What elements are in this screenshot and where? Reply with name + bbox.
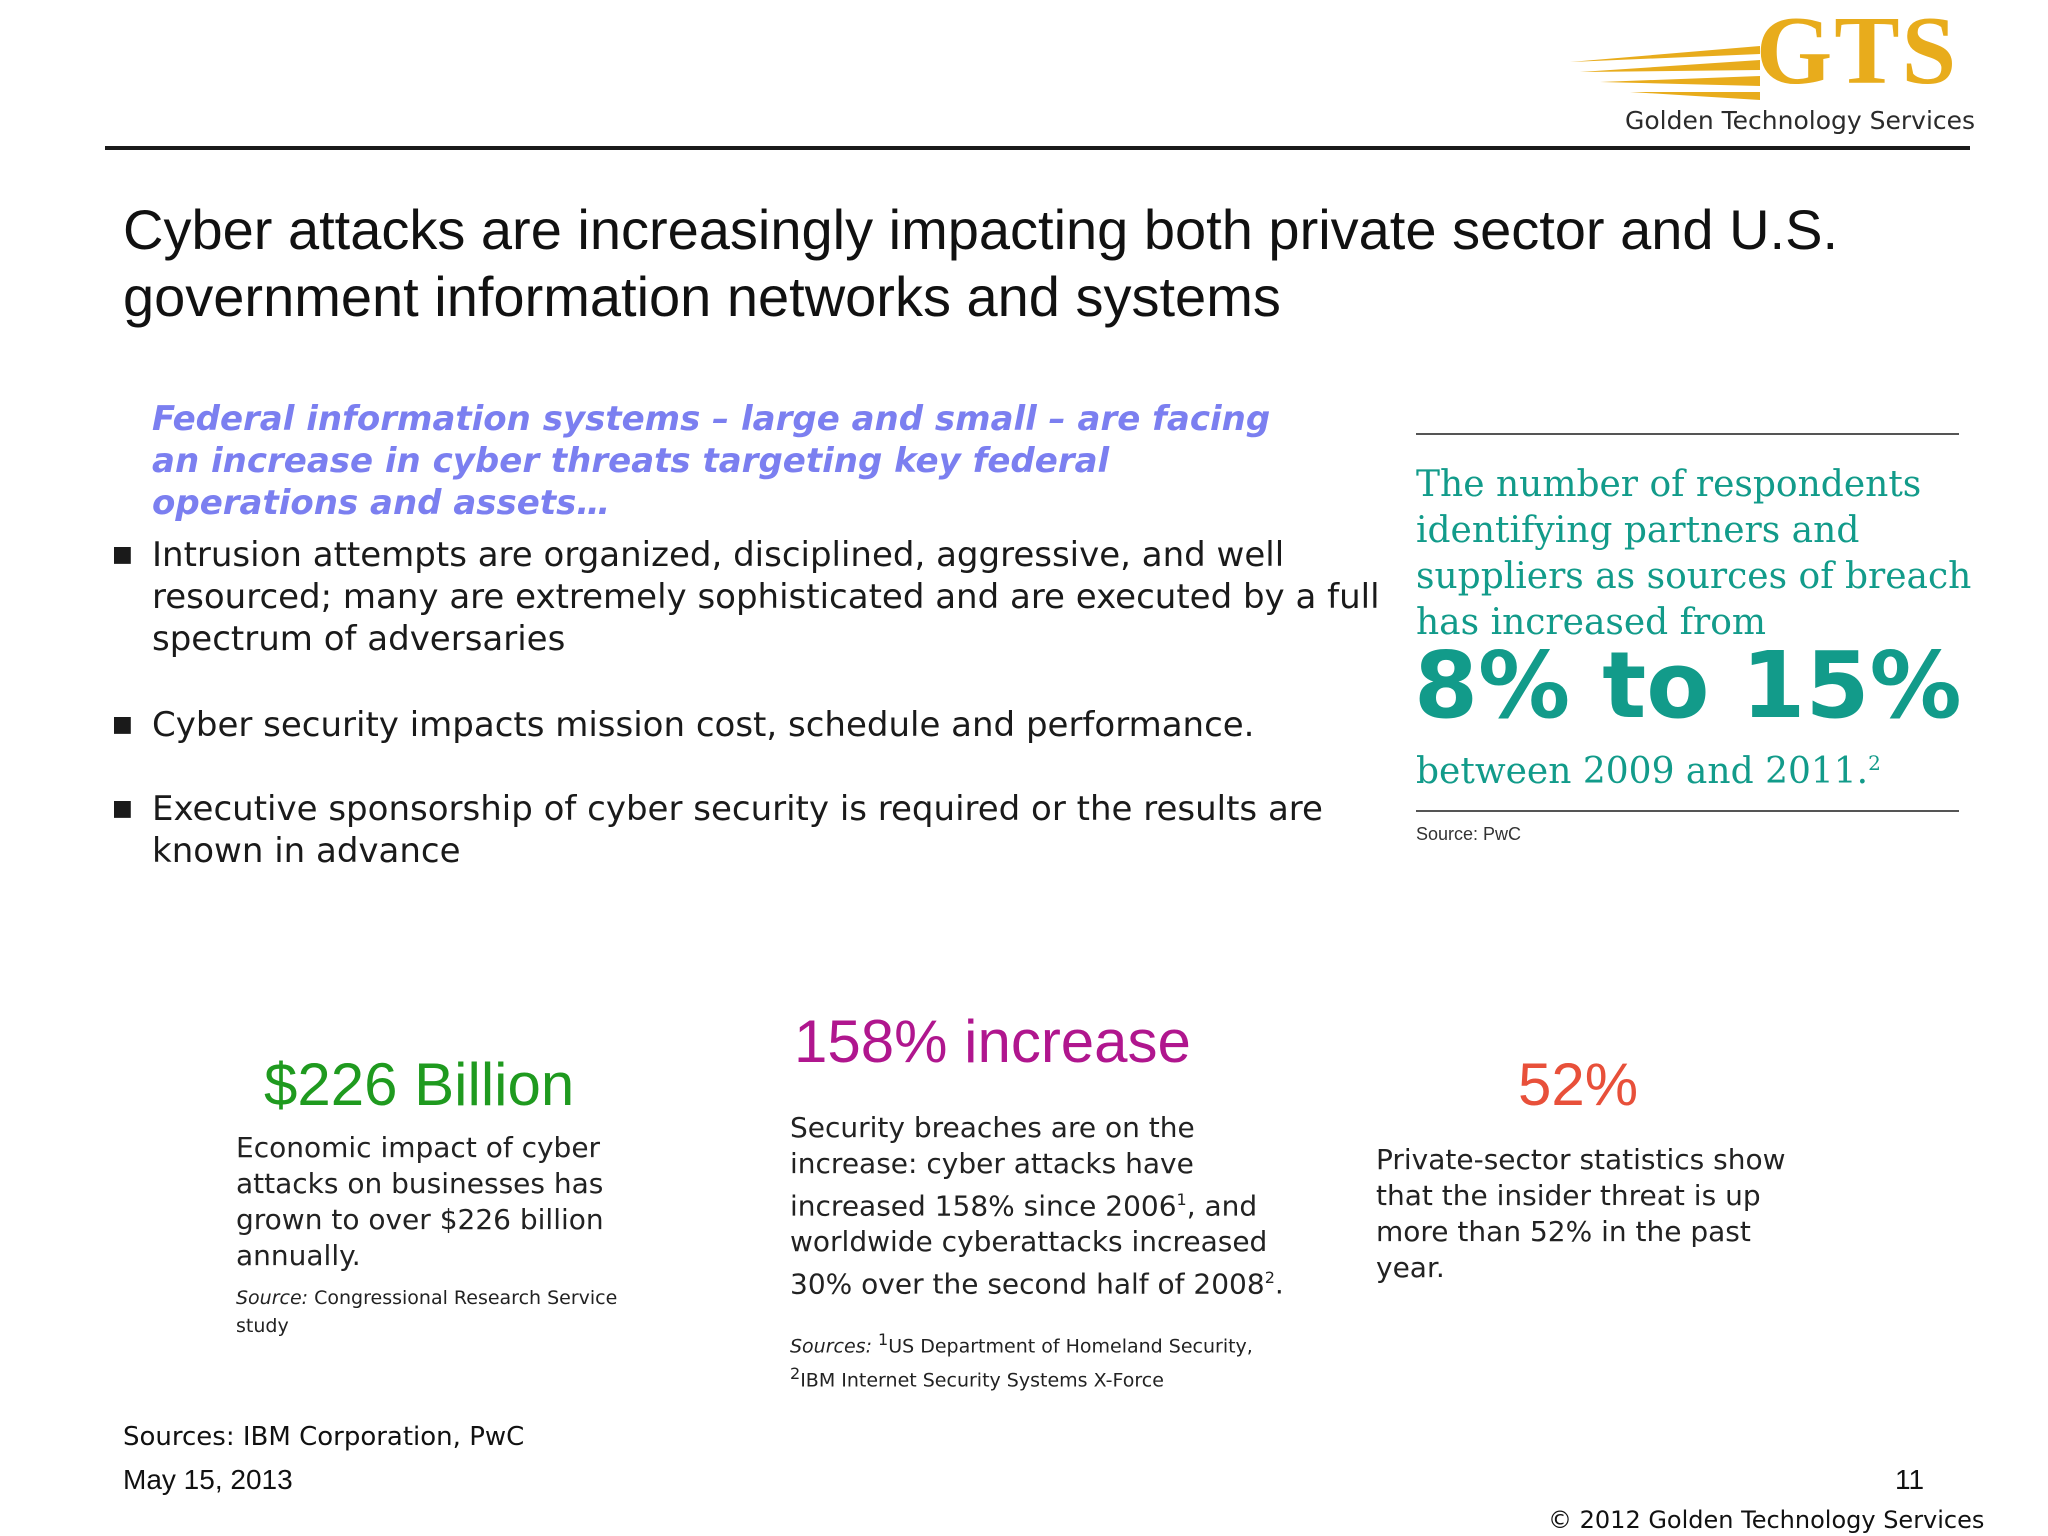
logo-speed-lines-icon <box>1570 24 1770 114</box>
gts-logo <box>1570 0 2010 141</box>
stat-226-billion-description: Economic impact of cyber attacks on businesses has grown to over $226 billion annually. <box>236 1131 604 1272</box>
pwc-source: Source: PwC <box>1416 824 1522 844</box>
stat-158-percent-description: Security breaches are on the increase: cyber attacks have increased 158% since 2006$^1$, and worldwide cyberattacks increased 30% over the second half of 2008$^2$. <box>790 1111 1284 1301</box>
bullet-text: Executive sponsorship of cyber security is required or the results are known in advance <box>152 789 1323 871</box>
logo-letters: GTS <box>1756 0 1959 105</box>
pwc-statement: The number of respondents identifying partners and suppliers as sources of breach has increased from <box>1416 464 1972 643</box>
pwc-top-rule <box>1416 433 1959 435</box>
bullet-icon: ■ <box>112 796 133 821</box>
pwc-bottom-rule <box>1416 810 1959 812</box>
stat-226-billion-source: Source: Congressional Research Service study <box>236 1287 618 1337</box>
pwc-period: between 2009 and 2011.$^2$ <box>1416 751 1881 792</box>
bullet-icon: ■ <box>112 542 133 567</box>
stat-158-percent-sources: Sources: $^1$US Department of Homeland Security, $^2$IBM Internet Security Systems X-Force <box>790 1330 1253 1392</box>
bullet-item <box>112 534 1380 664</box>
header-divider <box>105 146 1970 150</box>
stat-226-billion: $226 Billion <box>264 1051 575 1118</box>
bullet-text: Intrusion attempts are organized, disciplined, aggressive, and well resourced; many are extremely sophisticated and are executed by a full spectrum of adversaries <box>152 535 1380 659</box>
bullet-text: Cyber security impacts mission cost, schedule and performance. <box>152 705 1255 745</box>
stat-158-percent: 158% increase <box>794 1008 1191 1075</box>
footer-copyright: © 2012 Golden Technology Services <box>1548 1506 1985 1534</box>
stat-52-percent-description: Private-sector statistics show that the insider threat is up more than 52% in the past year. <box>1376 1143 1786 1284</box>
slide-title: Cyber attacks are increasingly impacting both private sector and U.S. government information networks and systems <box>123 198 1839 328</box>
federal-intro-text: Federal information systems – large and small – are facing an increase in cyber threats targeting key federal operations and assets… <box>152 399 1271 523</box>
pwc-big-stat: 8% to 15% <box>1414 632 1962 739</box>
logo-subtitle: Golden Technology Services <box>1625 106 1976 135</box>
page-number: 11 <box>1895 1464 1925 1495</box>
bullet-icon: ■ <box>112 712 133 737</box>
bullet-item <box>112 704 1312 746</box>
footnote-marker: 2 <box>1868 751 1881 775</box>
bullet-item <box>112 788 1323 872</box>
footer-date: May 15, 2013 <box>123 1464 293 1495</box>
stat-52-percent: 52% <box>1518 1051 1639 1118</box>
footer-sources: Sources: IBM Corporation, PwC <box>123 1422 525 1452</box>
